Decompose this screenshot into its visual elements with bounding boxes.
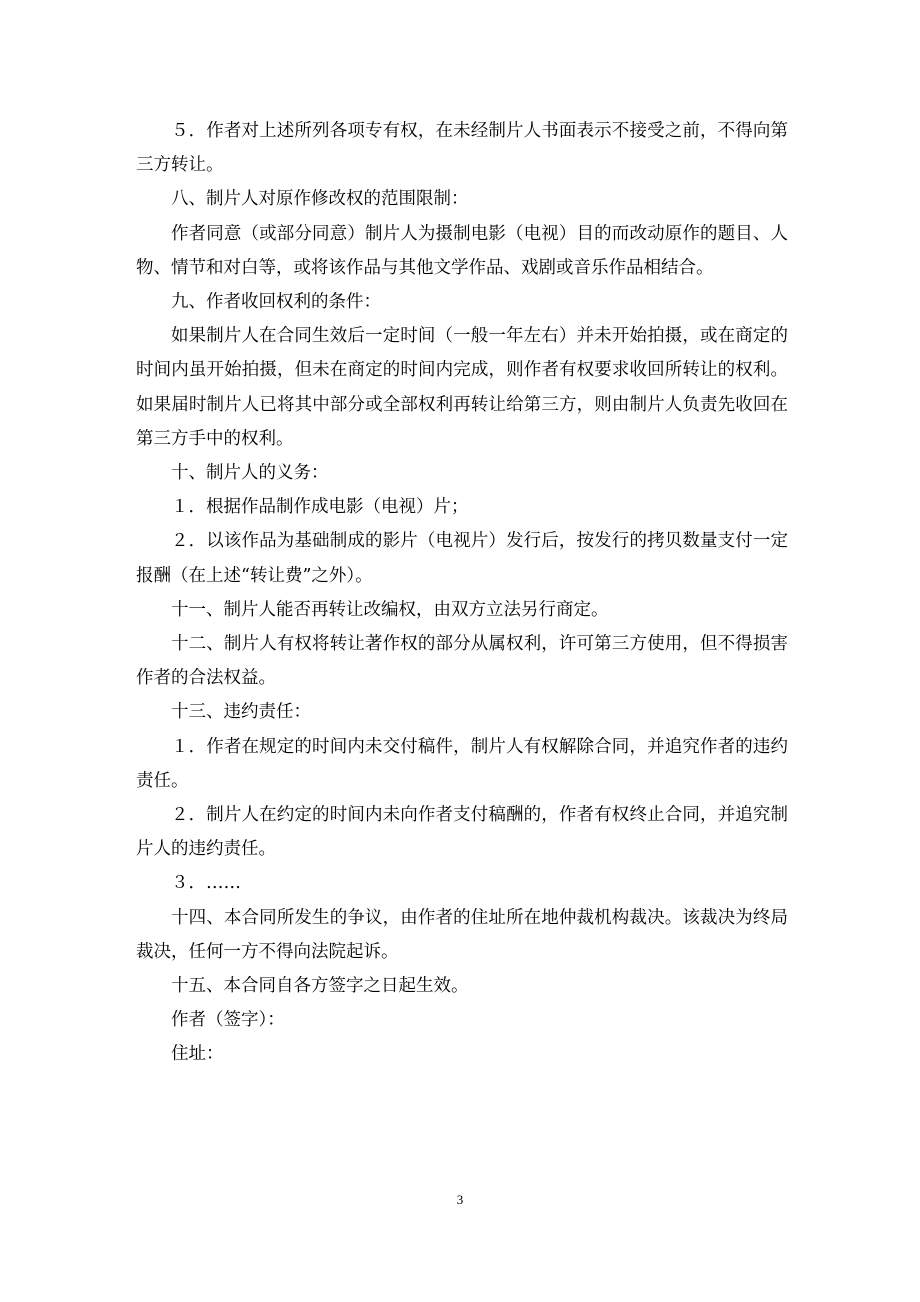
section-9-text: 如果制片人在合同生效后一定时间（一般一年左右）并未开始拍摄，或在商定的时间内虽开始拍摄，但未在商定的时间内完成，则作者有权要求收回所转让的权利。如果届时制片人已将其中部分或全部权利再转让给第三方，则由制片人负责先收回在第三方手中的权利。 (136, 326, 788, 449)
clause-8-5-transfer-restriction: ５．作者对上述所列各项专有权，在未经制片人书面表示不接受之前，不得向第三方转让。 (136, 121, 788, 176)
section-8-text: 作者同意（或部分同意）制片人为摄制电影（电视）目的而改动原作的题目、人物、情节和对白等，或将该作品与其他文学作品、戏剧或音乐作品相结合。 (136, 223, 788, 278)
author-signature-line: 作者（签字）： (171, 1010, 285, 1031)
section-15-text: 十五、本合同自各方签字之日起生效。 (171, 976, 469, 997)
section-11-text: 十一、制片人能否再转让改编权，由双方立法另行商定。 (171, 599, 609, 620)
section-12-text: 十二、制片人有权将转让著作权的部分从属权利，许可第三方使用，但不得损害作者的合法权益。 (136, 634, 788, 689)
section-13-item-1: １．作者在规定的时间内未交付稿件，制片人有权解除合同，并追究作者的违约责任。 (136, 736, 788, 791)
section-13-heading: 十三、违约责任： (171, 702, 311, 723)
section-8-heading: 八、制片人对原作修改权的范围限制： (171, 189, 469, 210)
section-10-item-1: １．根据作品制作成电影（电视）片； (171, 497, 469, 518)
section-14-text: 十四、本合同所发生的争议，由作者的住址所在地仲裁机构裁决。该裁决为终局裁决，任何一方不得向法院起诉。 (136, 907, 788, 962)
section-10-heading: 十、制片人的义务： (171, 463, 329, 484)
section-13-item-2: ２．制片人在约定的时间内未向作者支付稿酬的，作者有权终止合同，并追究制片人的违约责任。 (136, 805, 788, 860)
document-body (136, 114, 788, 1072)
author-address-line: 住址： (171, 1044, 224, 1065)
page-number: 3 (456, 1192, 464, 1207)
section-13-item-3: ３．…… (171, 873, 241, 894)
section-10-item-2: ２．以该作品为基础制成的影片（电视片）发行后，按发行的拷贝数量支付一定报酬（在上述“转让费”之外）。 (136, 531, 788, 586)
section-9-heading: 九、作者收回权利的条件： (171, 292, 381, 313)
